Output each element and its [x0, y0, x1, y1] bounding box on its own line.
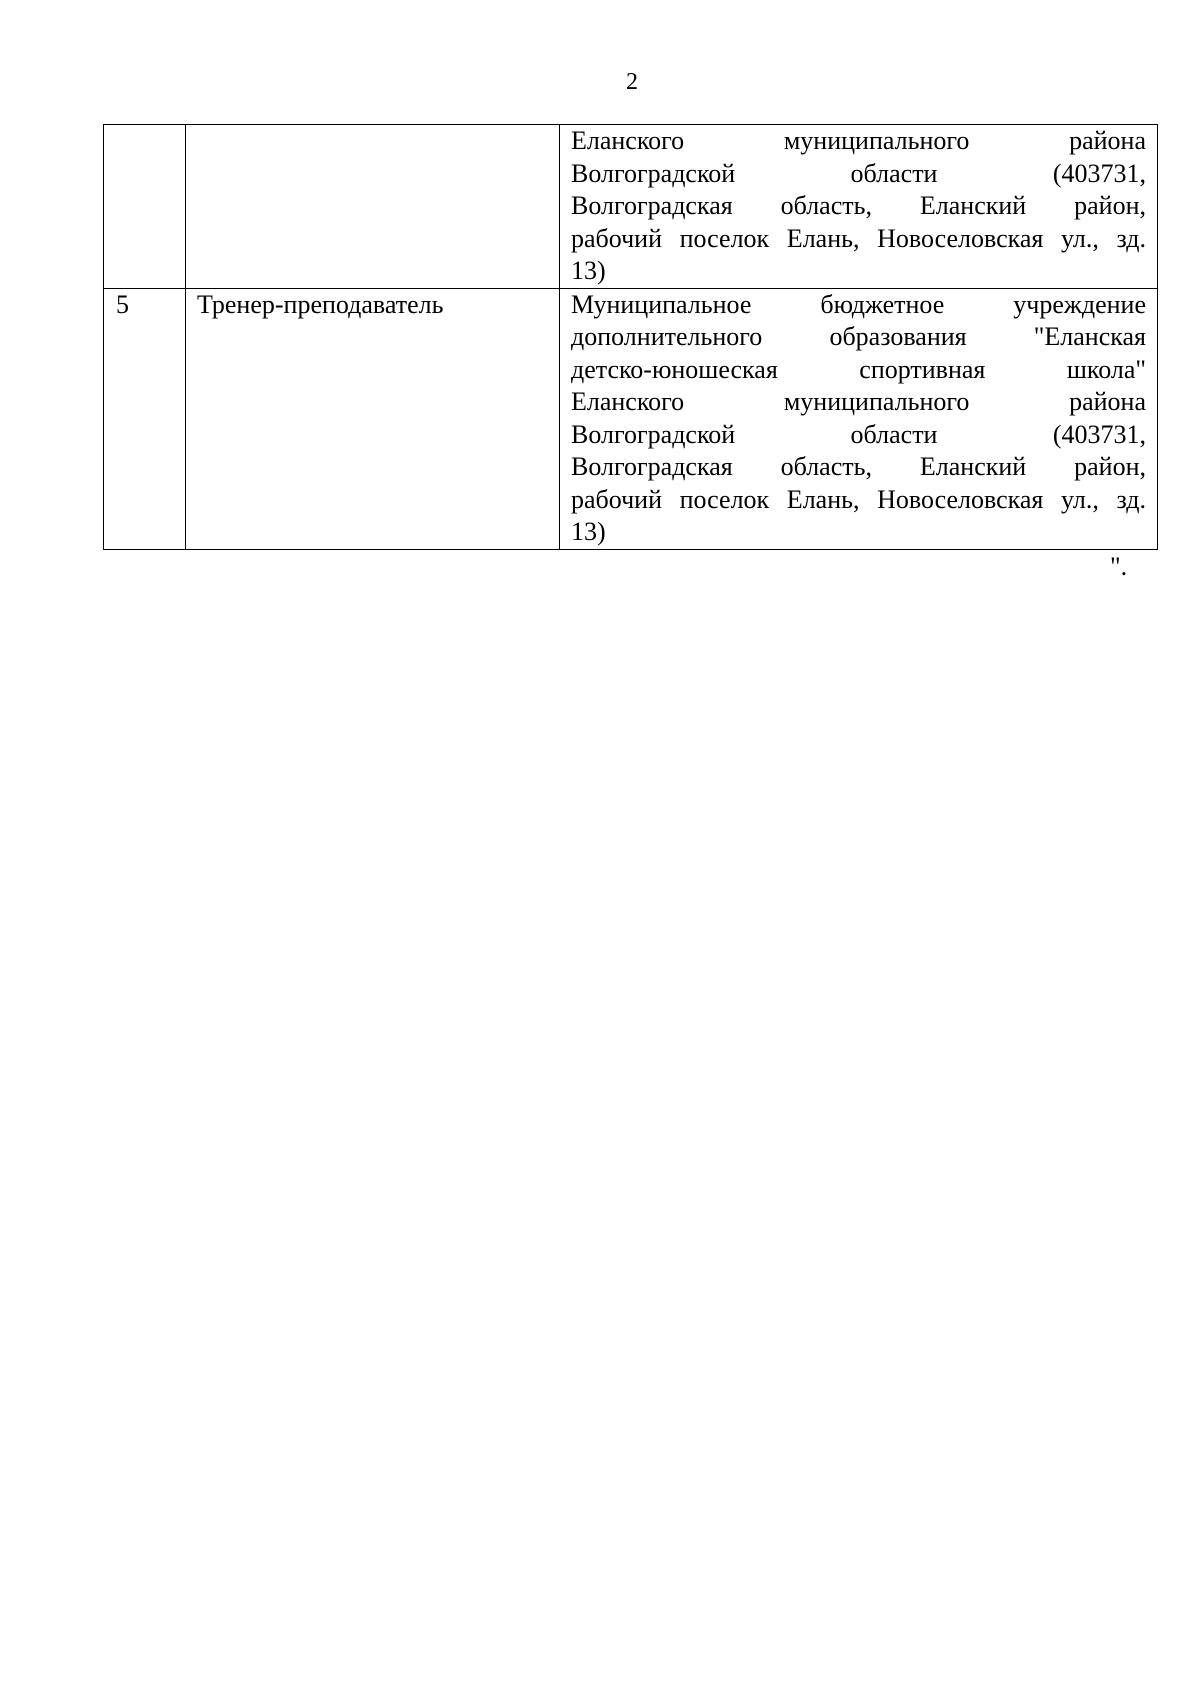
organization-line: детско-юношеская спортивная школа" — [571, 354, 1146, 384]
row-number-cell: 5 — [104, 288, 186, 549]
organization-line: рабочий поселок Елань, Новоселовская ул., зд. — [571, 223, 1146, 253]
organization-cell — [560, 125, 1158, 289]
organization-line: Волгоградская область, Еланский район, — [571, 191, 1146, 220]
organization-line: Еланского муниципального района — [571, 387, 1146, 416]
page-number: 2 — [626, 69, 638, 95]
table-row — [104, 288, 1158, 549]
position-cell — [186, 125, 560, 289]
organization-line: 13) — [571, 256, 606, 285]
organization-line: Муниципальное бюджетное учреждение — [571, 289, 1146, 319]
organization-line: 13) — [571, 517, 606, 546]
position-cell: Тренер-преподаватель — [186, 288, 560, 549]
organization-line: Волгоградская область, Еланский район, — [571, 452, 1146, 481]
organization-cell — [560, 288, 1158, 549]
organization-line: дополнительного образования "Еланская — [571, 322, 1146, 351]
positions-table — [103, 124, 1158, 550]
organization-line: Волгоградской области (403731, — [571, 419, 1146, 449]
organization-line: Волгоградской области (403731, — [571, 158, 1146, 188]
organization-line: рабочий поселок Елань, Новоселовская ул., зд. — [571, 484, 1146, 514]
table-row — [104, 125, 1158, 289]
closing-quote-mark: ". — [1110, 552, 1128, 581]
organization-line: Еланского муниципального района — [571, 126, 1146, 155]
row-number-cell — [104, 125, 186, 289]
